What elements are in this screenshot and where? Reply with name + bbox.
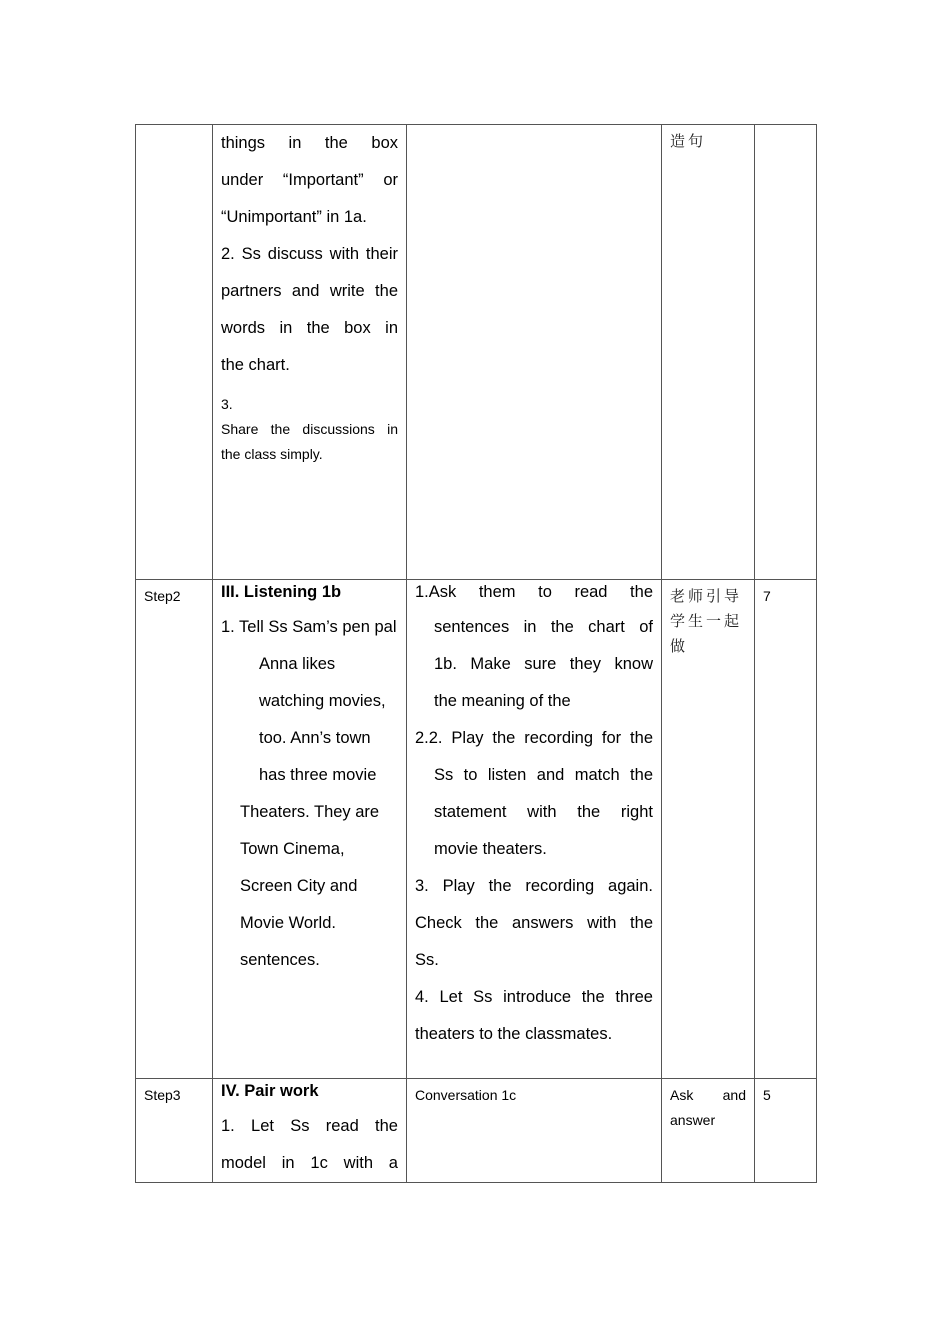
text-line: sentences. — [240, 951, 320, 969]
text-line: the class simply. — [221, 446, 323, 462]
text-line: theaters to the classmates. — [415, 1025, 613, 1043]
step-cell — [136, 125, 213, 580]
text-line: Anna likes — [259, 655, 336, 673]
teacher-cell — [407, 580, 662, 1079]
text-line: “Unimportant” in 1a. — [221, 208, 367, 226]
note-cell — [662, 125, 755, 580]
teacher-cell — [407, 1079, 662, 1183]
section-heading: III. Listening 1b — [221, 583, 342, 601]
step-cell — [136, 1079, 213, 1183]
time-value: 5 — [763, 1087, 771, 1103]
table-row — [136, 1079, 817, 1183]
activities-cell — [213, 1079, 407, 1183]
text-line: Share the discussions in — [221, 421, 398, 437]
time-value: 7 — [763, 588, 771, 604]
text-line: Check the answers with the — [415, 914, 653, 932]
note-cell — [662, 1079, 755, 1183]
section-heading: IV. Pair work — [221, 1082, 319, 1100]
text-line: Movie World. — [240, 914, 336, 932]
text-line: 1.Ask them to read the — [415, 583, 653, 601]
text-line: model in 1c with a — [221, 1154, 398, 1172]
text-line: statement with the right — [434, 803, 653, 821]
text-line: 3. Play the recording again. — [415, 877, 653, 895]
text-line: 1. Let Ss read the — [221, 1117, 398, 1135]
text-line: 4. Let Ss introduce the three — [415, 988, 653, 1006]
text-line: Ask and — [670, 1087, 746, 1103]
step-label: Step2 — [144, 588, 181, 604]
time-cell — [755, 125, 817, 580]
text-line: 1. Tell Ss Sam’s pen pal — [221, 618, 397, 636]
text-line: answer — [670, 1112, 716, 1128]
text-line: watching movies, — [259, 692, 386, 710]
text-line: movie theaters. — [434, 840, 547, 858]
teacher-cell — [407, 125, 662, 580]
text-line: Screen City and — [240, 877, 358, 895]
text-line: 2. Ss discuss with their — [221, 245, 398, 263]
table-row — [136, 580, 817, 1079]
step-label: Step3 — [144, 1087, 181, 1103]
time-cell — [755, 1079, 817, 1183]
text-line: 3. — [221, 396, 233, 412]
text-line: words in the box in — [221, 319, 398, 337]
lesson-plan-table — [135, 124, 817, 1183]
note-text: 老师引导学生一起做 — [670, 587, 743, 655]
time-cell — [755, 580, 817, 1079]
text-line: things in the box — [221, 134, 398, 152]
text-line: the chart. — [221, 356, 290, 374]
text-line: under “Important” or — [221, 171, 398, 189]
text-line: too. Ann’s town — [259, 729, 371, 747]
activities-cell — [213, 580, 407, 1079]
note-text: 造句 — [670, 132, 707, 150]
text-line: Ss. — [415, 951, 439, 969]
text-line: Conversation 1c — [415, 1087, 517, 1103]
text-line: Town Cinema, — [240, 840, 345, 858]
text-line: partners and write the — [221, 282, 398, 300]
text-line: 1b. Make sure they know — [434, 655, 653, 673]
table-row — [136, 125, 817, 580]
note-cell — [662, 580, 755, 1079]
activities-cell — [213, 125, 407, 580]
text-line: 2.2. Play the recording for the — [415, 729, 653, 747]
text-line: Ss to listen and match the — [434, 766, 653, 784]
step-cell — [136, 580, 213, 1079]
text-line: the meaning of the — [434, 692, 571, 710]
text-line: sentences in the chart of — [434, 618, 653, 636]
text-line: has three movie — [259, 766, 377, 784]
text-line: Theaters. They are — [240, 803, 380, 821]
